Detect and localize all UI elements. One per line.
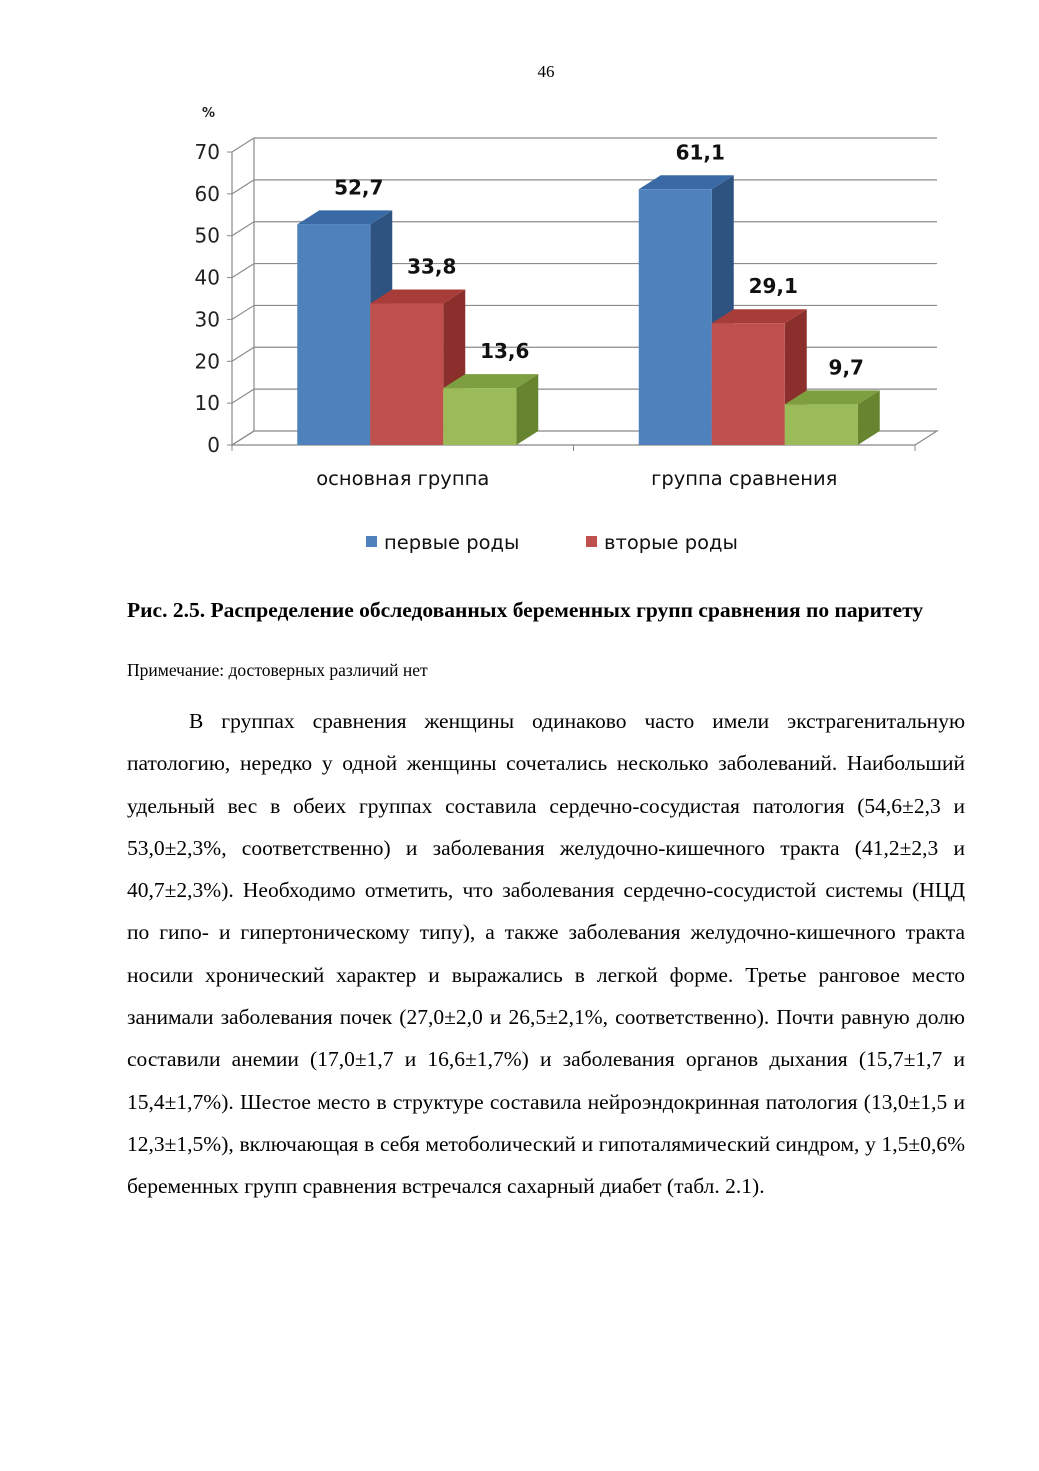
bar [785,404,858,445]
y-tick-label: 10 [194,391,220,416]
chart-legend [366,531,738,554]
bar [639,189,712,445]
x-category-label: группа сравнения [651,467,838,490]
bar [712,323,785,445]
body-paragraph: В группах сравнения женщины одинаково часто имели экстрагенитальную патологию, нередко у одной женщины сочетались несколько заболеваний. Наибольший удельный вес в обеих группах составила сердечно-сосудистая патология (54,6±2,3 и 53,0±2,3%, соответственно) и заболевания желудочно-кишечного тракта (41,2±2,3 и 40,7±2,3%). Необходимо отметить, что заболевания сердечно-сосудистой системы (НЦД по гипо- и гипертоническому типу), а также заболевания желудочно-кишечного тракта носили хронический характер и выражались в легкой форме. Третье ранговое место занимали заболевания почек (27,0±2,0 и 26,5±2,1%, соответственно). Почти равную долю составили анемии (17,0±1,7 и 16,6±1,7%) и заболевания органов дыхания (15,7±1,7 и 15,4±1,7%). Шестое место в структуре составила нейроэндокринная патология (13,0±1,5 и 12,3±1,5%), включающая в себя метоболический и гипоталямический синдром, у 1,5±0,6% беременных групп сравнения встречался сахарный диабет (табл. 2.1). [127,709,965,1199]
y-tick-label: 20 [194,349,220,374]
data-label: 13,6 [480,339,530,364]
data-label: 33,8 [407,254,457,279]
page-number: 46 [537,62,555,81]
y-tick-label: 70 [194,140,220,164]
y-tick-label: 60 [194,181,220,206]
bar [370,304,443,445]
legend-label: вторые роды [604,531,738,554]
chart-bars [297,175,880,445]
y-axis-label: % [202,106,216,121]
legend-label: первые роды [384,531,520,554]
bar [443,388,516,445]
legend-swatch [366,536,377,547]
data-label: 29,1 [748,274,798,299]
data-label: 61,1 [675,140,725,165]
data-label: 9,7 [828,355,864,380]
figure-note: Примечание: достоверных различий нет [127,660,428,680]
bar-chart [180,95,940,575]
gridline [232,138,937,152]
back-wall-edge [232,138,254,445]
y-tick-label: 50 [194,223,220,248]
figure-caption: Рис. 2.5. Распределение обследованных беременных групп сравнения по паритету [127,598,924,622]
x-axis-categories [316,467,837,490]
y-tick-label: 40 [194,265,220,290]
bar [297,224,370,445]
y-tick-label: 30 [194,307,220,332]
x-category-label: основная группа [316,467,490,490]
y-axis-ticks [195,140,232,457]
legend-swatch [586,536,597,547]
y-tick-label: 0 [207,433,220,457]
data-label: 52,7 [334,175,384,200]
